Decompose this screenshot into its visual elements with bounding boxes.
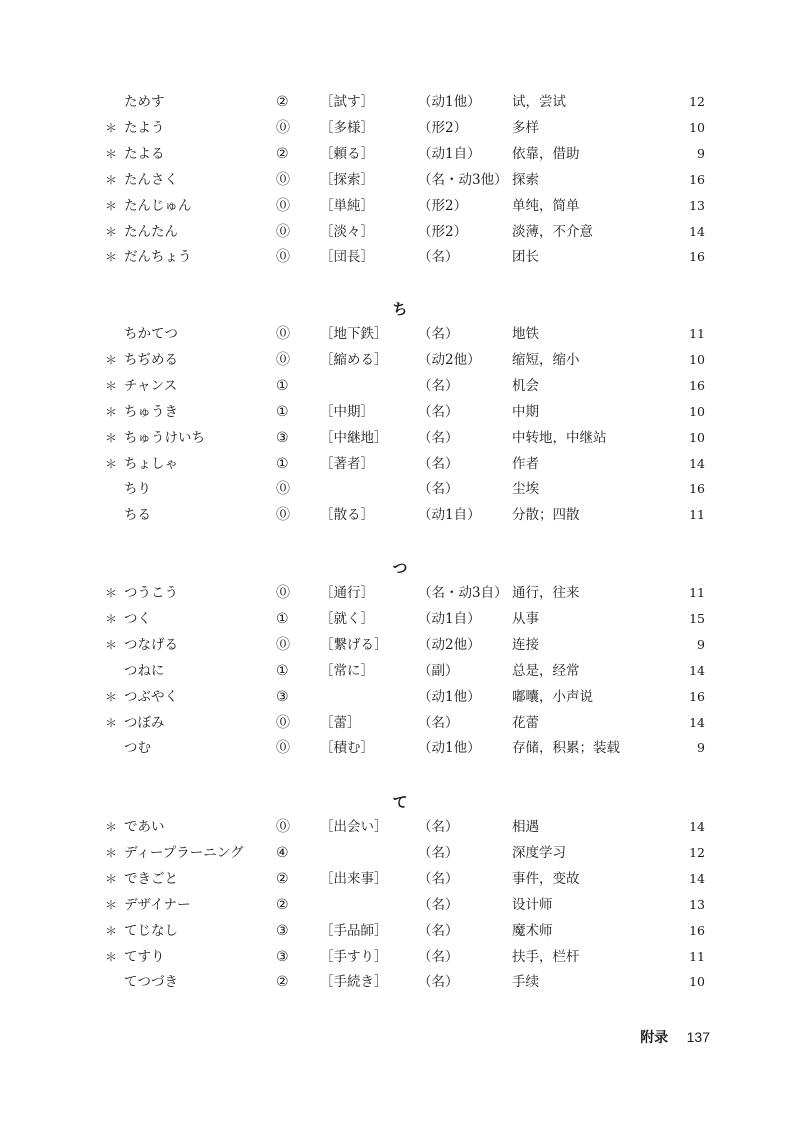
vocab-kana: ディープラーニング [124,844,244,861]
vocab-marker-star: ＊ [105,845,118,860]
vocab-entry-row [0,167,800,193]
vocab-part-of-speech: （副） [418,662,459,679]
vocab-marker-star: ＊ [105,897,118,912]
vocab-kanji: ［著者］ [320,455,374,472]
vocab-marker-star: ＊ [105,456,118,471]
vocab-lesson-number: 16 [689,922,705,938]
vocab-kanji: ［積む］ [320,740,374,757]
vocab-part-of-speech: （形2） [418,197,468,214]
vocab-kana: つねに [124,662,165,679]
vocab-lesson-number: 14 [689,223,705,239]
vocab-kanji: ［就く］ [320,610,374,627]
vocab-accent: ⓪ [276,171,290,188]
vocab-part-of-speech: （名） [418,922,459,939]
vocab-part-of-speech: （动2他） [418,636,481,653]
vocab-entry-row [0,969,800,995]
vocab-marker-star: ＊ [105,715,118,730]
vocab-meaning: 中期 [512,403,539,420]
vocab-kanji: ［中継地］ [320,429,388,446]
vocab-accent: ② [276,145,289,162]
vocab-kanji: ［蕾］ [320,714,361,731]
vocab-meaning: 尘埃 [512,481,539,498]
vocab-meaning: 缩短，缩小 [512,351,580,368]
vocab-entry-row [0,321,800,347]
vocab-meaning: 深度学习 [512,844,566,861]
vocab-entry-row [0,476,800,502]
vocab-meaning: 多样 [512,119,539,136]
vocab-lesson-number: 12 [689,94,705,109]
vocab-meaning: 探索 [512,171,539,188]
vocab-lesson-number: 9 [697,145,705,161]
vocab-accent: ① [276,662,289,679]
vocab-kanji: ［頼る］ [320,145,374,162]
vocab-entry-row [0,735,800,761]
vocab-marker-star: ＊ [105,224,118,239]
vocab-entry-row [0,451,800,477]
vocab-part-of-speech: （名・动3他） [418,171,508,188]
vocab-accent: ② [276,896,289,913]
vocab-lesson-number: 16 [689,481,705,497]
vocab-lesson-number: 16 [689,249,705,265]
vocab-marker-star: ＊ [105,820,118,834]
vocab-marker-star: ＊ [105,198,118,213]
vocab-accent: ③ [276,688,289,705]
vocab-entry-row [0,244,800,270]
vocab-part-of-speech: （动1自） [418,507,481,524]
vocab-marker-star: ＊ [105,689,118,704]
vocab-lesson-number: 10 [689,403,705,419]
vocab-kanji: ［出会い］ [320,819,388,835]
footer-label: 附录 [640,1030,669,1046]
vocab-kana: てじなし [124,922,178,939]
vocab-part-of-speech: （名） [418,974,459,991]
vocab-accent: ⓪ [276,326,290,342]
vocab-meaning: 总是，经常 [512,662,580,679]
vocab-part-of-speech: （名） [418,326,459,342]
vocab-part-of-speech: （名） [418,377,459,394]
vocab-part-of-speech: （名） [418,455,459,472]
vocab-lesson-number: 13 [689,197,705,213]
vocab-lesson-number: 10 [689,119,705,135]
vocab-kanji: ［団長］ [320,249,374,266]
vocab-accent: ③ [276,948,289,965]
vocab-entry-row [0,632,800,658]
section-heading: つ [392,559,408,577]
vocab-kana: ちぢめる [124,351,178,368]
vocab-kanji: ［出来事］ [320,870,388,887]
vocab-entry-row [0,115,800,141]
vocab-meaning: 单纯，简单 [512,197,580,214]
vocab-kana: ちゅうけいち [124,429,205,446]
vocab-entry-row [0,193,800,219]
vocab-lesson-number: 10 [689,974,705,990]
vocab-entry-row [0,866,800,892]
vocab-meaning: 试，尝试 [512,94,566,110]
vocab-entry-row [0,892,800,918]
vocab-accent: ⓪ [276,119,290,136]
vocab-part-of-speech: （名） [418,819,459,835]
vocab-accent: ③ [276,922,289,939]
vocab-lesson-number: 14 [689,870,705,886]
vocab-marker-star: ＊ [105,586,118,600]
vocab-lesson-number: 14 [689,819,705,834]
vocab-accent: ⓪ [276,740,290,757]
vocab-meaning: 淡薄，不介意 [512,223,593,240]
vocab-part-of-speech: （名） [418,403,459,420]
vocab-part-of-speech: （动1他） [418,688,481,705]
vocab-part-of-speech: （动1他） [418,740,481,757]
vocab-meaning: 作者 [512,455,539,472]
vocab-accent: ④ [276,844,289,861]
vocab-lesson-number: 16 [689,377,705,393]
vocab-part-of-speech: （形2） [418,119,468,136]
vocab-entry-row [0,580,800,606]
vocab-lesson-number: 16 [689,688,705,704]
vocab-kana: チャンス [124,377,178,394]
vocab-kana: たんじゅん [124,197,192,214]
vocab-part-of-speech: （名） [418,481,459,498]
vocab-kanji: ［単純］ [320,197,374,214]
vocab-accent: ⓪ [276,481,290,498]
vocab-entry-row [0,141,800,167]
vocab-entry-row [0,840,800,866]
vocab-kana: つく [124,610,151,627]
vocab-kana: できごと [124,870,178,887]
vocab-part-of-speech: （形2） [418,223,468,240]
vocab-part-of-speech: （名） [418,714,459,731]
vocab-kanji: ［試す］ [320,94,374,110]
vocab-part-of-speech: （名） [418,844,459,861]
vocab-accent: ① [276,455,289,472]
vocab-marker-star: ＊ [105,146,118,161]
vocab-kanji: ［繋げる］ [320,636,388,653]
vocab-marker-star: ＊ [105,611,118,626]
vocab-kana: ためす [124,94,165,110]
vocab-meaning: 魔术师 [512,922,553,939]
vocab-lesson-number: 12 [689,844,705,860]
vocab-entry-row [0,373,800,399]
vocab-marker-star: ＊ [105,871,118,886]
vocab-accent: ② [276,870,289,887]
vocab-accent: ⓪ [276,636,290,653]
vocab-kana: ちり [124,481,151,498]
vocab-part-of-speech: （名） [418,870,459,887]
vocab-kana: ちる [124,507,151,524]
vocab-kana: だんちょう [124,249,192,266]
vocab-kanji: ［縮める］ [320,351,388,368]
vocab-kana: ちかてつ [124,326,178,342]
vocab-kana: であい [124,819,165,835]
vocab-lesson-number: 14 [689,714,705,730]
vocab-lesson-number: 9 [697,740,705,756]
vocab-kana: つむ [124,740,151,757]
vocab-kana: たんさく [124,171,178,188]
vocab-marker-star: ＊ [105,430,118,445]
vocab-accent: ⓪ [276,351,290,368]
vocab-lesson-number: 14 [689,662,705,678]
vocab-meaning: 连接 [512,636,539,653]
vocab-entry-row [0,944,800,970]
vocab-kana: つうこう [124,585,178,601]
vocab-kana: ちょしゃ [124,455,178,472]
page-footer [640,1027,710,1047]
vocab-marker-star: ＊ [105,120,118,135]
vocab-marker-star: ＊ [105,352,118,367]
vocab-lesson-number: 16 [689,171,705,187]
vocab-entry-row [0,347,800,373]
vocab-lesson-number: 11 [689,326,705,341]
vocab-entry-row [0,684,800,710]
vocab-lesson-number: 15 [689,610,705,626]
vocab-kana: てすり [124,948,165,965]
vocab-meaning: 从事 [512,610,539,627]
vocab-accent: ⓪ [276,249,290,266]
vocab-kanji: ［手品師］ [320,922,388,939]
vocab-accent: ① [276,403,289,420]
section-heading: ち [392,300,408,318]
vocab-accent: ⓪ [276,819,290,835]
section-heading: て [392,793,408,811]
vocab-kanji: ［中期］ [320,403,374,420]
vocab-part-of-speech: （名） [418,249,459,266]
vocab-kanji: ［探索］ [320,171,374,188]
vocab-accent: ② [276,94,289,110]
vocab-entry-row [0,710,800,736]
vocab-accent: ② [276,974,289,991]
vocab-meaning: 机会 [512,377,539,394]
vocab-lesson-number: 10 [689,429,705,445]
vocab-meaning: 依靠，借助 [512,145,580,162]
vocab-kana: つぶやく [124,688,178,705]
vocab-part-of-speech: （动1自） [418,610,481,627]
vocab-kana: たよう [124,119,165,136]
vocab-accent: ⓪ [276,197,290,214]
vocab-meaning: 通行，往来 [512,585,580,601]
vocab-meaning: 团长 [512,249,539,266]
vocab-part-of-speech: （动2他） [418,351,481,368]
vocab-part-of-speech: （名・动3自） [418,585,508,601]
vocab-entry-row [0,399,800,425]
vocab-kana: てつづき [124,974,178,991]
vocab-accent: ① [276,377,289,394]
vocab-marker-star: ＊ [105,404,118,419]
vocab-meaning: 设计师 [512,896,553,913]
vocab-kanji: ［淡々］ [320,223,374,240]
vocab-lesson-number: 10 [689,351,705,367]
vocab-kanji: ［地下鉄］ [320,326,388,342]
vocab-meaning: 存储，积累；装载 [512,740,620,757]
vocab-entry-row [0,425,800,451]
vocab-part-of-speech: （名） [418,896,459,913]
vocab-kana: デザイナー [124,896,191,913]
vocab-entry-row [0,606,800,632]
vocab-lesson-number: 11 [689,585,705,600]
vocab-lesson-number: 9 [697,636,705,652]
vocab-marker-star: ＊ [105,923,118,938]
vocab-meaning: 事件，变故 [512,870,580,887]
vocab-entry-row [0,658,800,684]
vocab-kanji: ［通行］ [320,585,374,601]
vocab-meaning: 地铁 [512,326,539,342]
vocab-accent: ⓪ [276,223,290,240]
vocab-part-of-speech: （动1他） [418,94,481,110]
vocab-meaning: 嘟囔，小声说 [512,688,593,705]
vocab-part-of-speech: （名） [418,948,459,965]
vocab-lesson-number: 11 [689,507,705,523]
vocab-meaning: 花蕾 [512,714,539,731]
vocab-entry-row [0,219,800,245]
vocab-marker-star: ＊ [105,949,118,964]
vocab-kanji: ［手続き］ [320,974,388,991]
vocab-marker-star: ＊ [105,250,118,265]
vocab-kanji: ［常に］ [320,662,374,679]
vocab-entry-row [0,502,800,528]
vocab-part-of-speech: （名） [418,429,459,446]
vocab-meaning: 相遇 [512,819,539,835]
vocab-kana: つなげる [124,636,178,653]
vocab-marker-star: ＊ [105,378,118,393]
vocab-kana: たんたん [124,223,178,240]
vocab-lesson-number: 13 [689,896,705,912]
vocab-marker-star: ＊ [105,637,118,652]
vocab-accent: ⓪ [276,585,290,601]
vocab-kana: ちゅうき [124,403,178,420]
vocab-kana: たよる [124,145,165,162]
vocab-kanji: ［多様］ [320,119,374,136]
vocab-accent: ① [276,610,289,627]
page-number: 137 [686,1029,710,1045]
vocab-entry-row [0,918,800,944]
vocab-accent: ⓪ [276,714,290,731]
vocab-meaning: 扶手，栏杆 [512,948,580,965]
vocab-part-of-speech: （动1自） [418,145,481,162]
vocab-kanji: ［手すり］ [320,948,388,965]
vocab-lesson-number: 11 [689,948,705,964]
vocab-meaning: 分散；四散 [512,507,580,524]
vocab-lesson-number: 14 [689,455,705,471]
vocab-kana: つぼみ [124,714,165,731]
vocab-marker-star: ＊ [105,172,118,187]
vocab-meaning: 中转地，中继站 [512,429,607,446]
vocab-accent: ⓪ [276,507,290,524]
vocab-accent: ③ [276,429,289,446]
vocab-entry-row [0,814,800,840]
vocab-entry-row [0,89,800,115]
vocab-meaning: 手续 [512,974,539,991]
vocab-kanji: ［散る］ [320,507,374,524]
